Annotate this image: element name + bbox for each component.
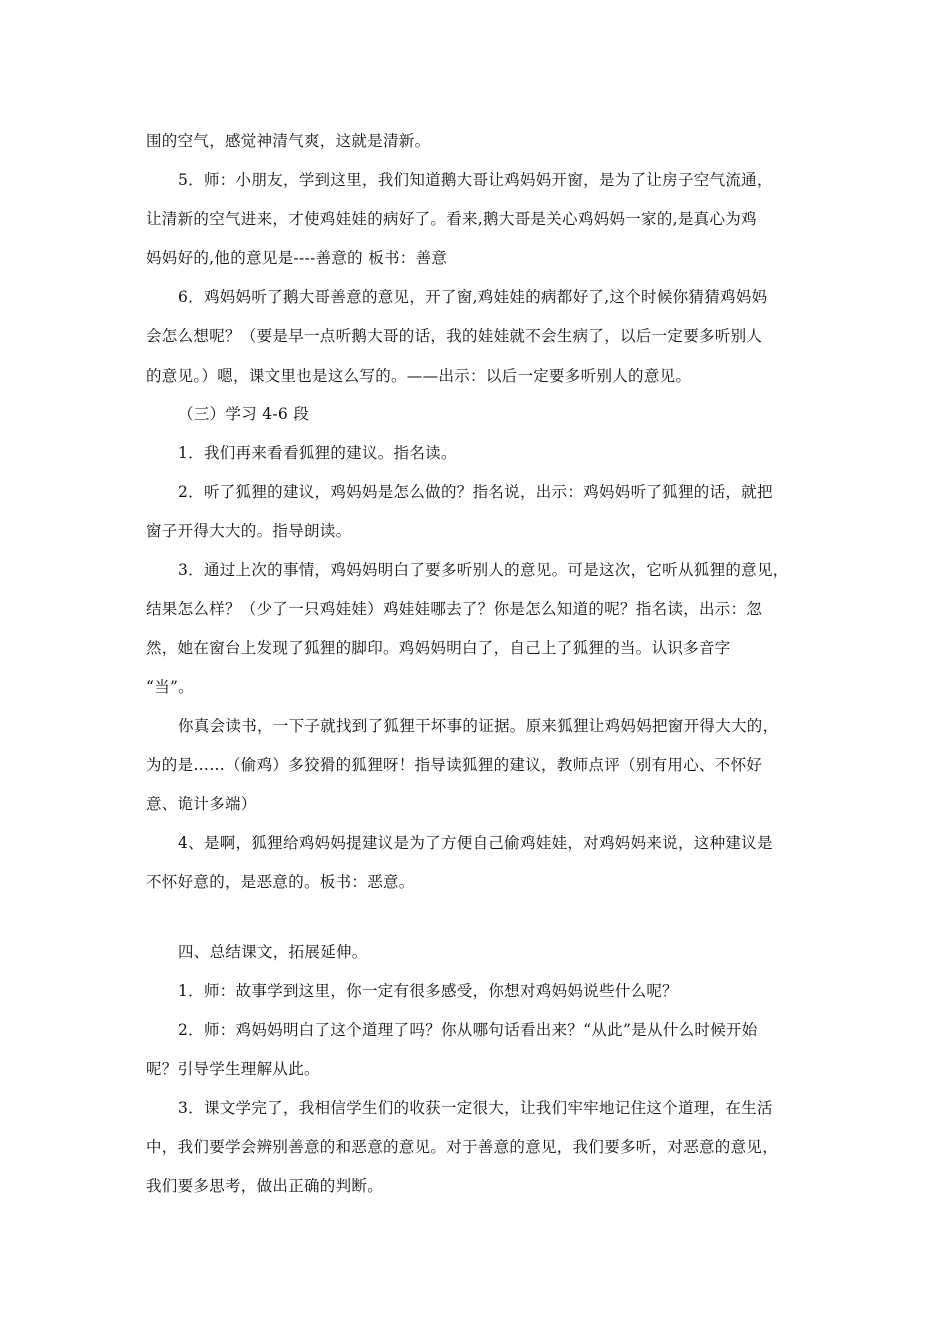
text-line: 不怀好意的，是恶意的。板书：恶意。 bbox=[146, 873, 415, 891]
text-line: 妈妈好的,他的意见是----善意的 板书：善意 bbox=[146, 249, 448, 267]
text-line: 中，我们要学会辨别善意的和恶意的意见。对于善意的意见，我们要多听，对恶意的意见， bbox=[146, 1138, 779, 1156]
text-line: 你真会读书，一下子就找到了狐狸干坏事的证据。原来狐狸让鸡妈妈把窗开得大大的， bbox=[178, 717, 779, 735]
text-line: 3．通过上次的事情，鸡妈妈明白了要多听别人的意见。可是这次，它听从狐狸的意见， bbox=[178, 561, 789, 579]
text-line: 意、诡计多端） bbox=[146, 795, 257, 813]
text-line: 1．我们再来看看狐狸的建议。指名读。 bbox=[178, 444, 457, 462]
section-heading: （三）学习 4-6 段 bbox=[178, 405, 310, 423]
text-line: 会怎么想呢？（要是早一点听鹅大哥的话，我的娃娃就不会生病了，以后一定要多听别人 bbox=[146, 327, 763, 345]
text-line: 窗子开得大大的。指导朗读。 bbox=[146, 522, 352, 540]
text-line: 让清新的空气进来，才使鸡娃娃的病好了。看来,鹅大哥是关心鸡妈妈一家的,是真心为鸡 bbox=[146, 210, 757, 228]
text-line: 我们要多思考，做出正确的判断。 bbox=[146, 1177, 384, 1195]
section-heading: 四、总结课文，拓展延伸。 bbox=[178, 943, 368, 961]
text-line: 2．听了狐狸的建议，鸡妈妈是怎么做的？指名说，出示：鸡妈妈听了狐狸的话，就把 bbox=[178, 483, 773, 501]
text-line: 的意见。）嗯，课文里也是这么写的。——出示：以后一定要多听别人的意见。 bbox=[146, 367, 692, 385]
text-line: 结果怎么样？（少了一只鸡娃娃）鸡娃娃哪去了？你是怎么知道的呢？指名读，出示：忽 bbox=[146, 600, 763, 618]
text-line: 围的空气，感觉神清气爽，这就是清新。 bbox=[146, 132, 431, 150]
text-line: 然，她在窗台上发现了狐狸的脚印。鸡妈妈明白了，自己上了狐狸的当。认识多音字 bbox=[146, 639, 731, 657]
text-line: 呢？引导学生理解从此。 bbox=[146, 1060, 320, 1078]
text-line: 6．鸡妈妈听了鹅大哥善意的意见，开了窗,鸡娃娃的病都好了,这个时候你猜猜鸡妈妈 bbox=[178, 288, 768, 306]
text-line: 2．师：鸡妈妈明白了这个道理了吗？你从哪句话看出来？“从此”是从什么时候开始 bbox=[178, 1021, 758, 1039]
text-line: “当”。 bbox=[146, 678, 195, 696]
text-line: 1．师：故事学到这里，你一定有很多感受，你想对鸡妈妈说些什么呢？ bbox=[178, 982, 678, 1000]
text-line: 为的是……（偷鸡）多狡猾的狐狸呀！指导读狐狸的建议，教师点评（别有用心、不怀好 bbox=[146, 756, 763, 774]
text-line: 3．课文学完了，我相信学生们的收获一定很大，让我们牢牢地记住这个道理，在生活 bbox=[178, 1099, 773, 1117]
text-line: 4、是啊，狐狸给鸡妈妈提建议是为了方便自己偷鸡娃娃，对鸡妈妈来说，这种建议是 bbox=[178, 834, 773, 852]
text-line: 5．师：小朋友，学到这里，我们知道鹅大哥让鸡妈妈开窗，是为了让房子空气流通， bbox=[178, 171, 773, 189]
